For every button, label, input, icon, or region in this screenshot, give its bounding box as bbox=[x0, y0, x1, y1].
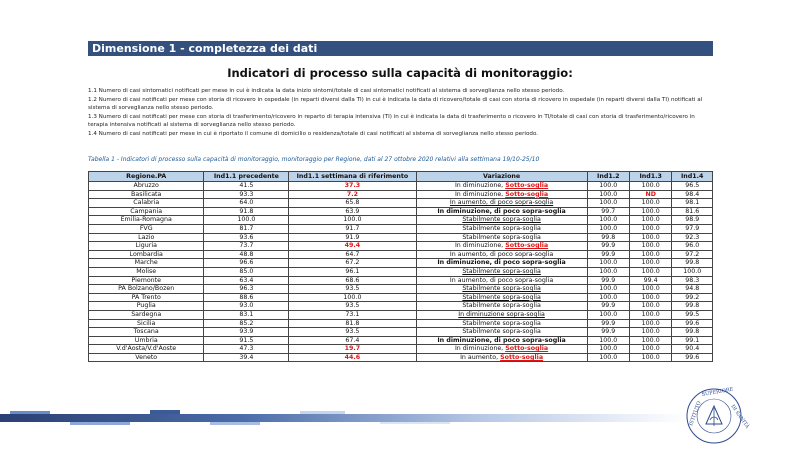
table-row bbox=[89, 190, 713, 199]
cell-ind11-curr: 37.3 bbox=[289, 182, 416, 191]
cell-ind14: 99.5 bbox=[672, 310, 713, 319]
cell-ind11-prev: 91.8 bbox=[204, 207, 289, 216]
cell-region: Piemonte bbox=[89, 276, 204, 285]
table-row bbox=[89, 285, 713, 294]
section-title-bar bbox=[88, 41, 713, 56]
cell-ind14: 98.1 bbox=[672, 199, 713, 208]
cell-variation bbox=[416, 293, 587, 302]
cell-ind13: 100.0 bbox=[629, 353, 671, 362]
variation-text: In aumento, di poco sopra-soglia bbox=[449, 199, 554, 207]
col-header-ind11-curr: Ind1.1 settimana di riferimento bbox=[289, 172, 416, 182]
cell-ind13: 100.0 bbox=[629, 293, 671, 302]
cell-variation bbox=[416, 216, 587, 225]
cell-ind14: 98.3 bbox=[672, 276, 713, 285]
cell-ind13: 100.0 bbox=[629, 302, 671, 311]
cell-variation bbox=[416, 302, 587, 311]
cell-ind11-prev: 83.1 bbox=[204, 310, 289, 319]
cell-ind11-curr: 93.5 bbox=[289, 285, 416, 294]
cell-ind13: 100.0 bbox=[629, 199, 671, 208]
cell-ind11-prev: 91.5 bbox=[204, 336, 289, 345]
indicator-1-4: 1.4 Numero di casi notificati per mese in cui è riportato il comune di domicilio o residenza/totale di casi notificati al sistema di sorveglianza nello stesso periodo. bbox=[88, 130, 539, 137]
cell-ind12: 99.9 bbox=[587, 328, 629, 337]
variation-text: In diminuzione, di poco sopra-soglia bbox=[437, 336, 566, 344]
cell-ind13: 100.0 bbox=[629, 242, 671, 251]
cell-ind12: 100.0 bbox=[587, 345, 629, 354]
cell-ind12: 99.7 bbox=[587, 207, 629, 216]
cell-region: PA Trento bbox=[89, 293, 204, 302]
cell-ind13: 100.0 bbox=[629, 319, 671, 328]
table-body bbox=[89, 182, 713, 362]
cell-region: Sardegna bbox=[89, 310, 204, 319]
cell-ind11-curr: 49.4 bbox=[289, 242, 416, 251]
cell-variation bbox=[416, 345, 587, 354]
cell-ind11-prev: 47.3 bbox=[204, 345, 289, 354]
cell-variation bbox=[416, 353, 587, 362]
cell-ind14: 94.8 bbox=[672, 285, 713, 294]
variation-text: In diminuzione, di poco sopra-soglia bbox=[437, 259, 566, 267]
cell-ind11-curr: 65.8 bbox=[289, 199, 416, 208]
cell-ind11-curr: 100.0 bbox=[289, 293, 416, 302]
cell-ind14: 99.8 bbox=[672, 302, 713, 311]
cell-ind11-curr: 68.6 bbox=[289, 276, 416, 285]
cell-ind13: 100.0 bbox=[629, 233, 671, 242]
cell-ind12: 100.0 bbox=[587, 216, 629, 225]
cell-ind11-curr: 96.1 bbox=[289, 267, 416, 276]
variation-text: Stabilmente sopra-soglia bbox=[462, 233, 541, 241]
variation-text: In diminuzione, bbox=[454, 345, 506, 353]
cell-ind12: 99.9 bbox=[587, 250, 629, 259]
cell-variation bbox=[416, 336, 587, 345]
table-row bbox=[89, 233, 713, 242]
cell-ind11-prev: 48.8 bbox=[204, 250, 289, 259]
cell-ind12: 100.0 bbox=[587, 224, 629, 233]
cell-ind14: 96.0 bbox=[672, 242, 713, 251]
cell-ind11-curr: 73.1 bbox=[289, 310, 416, 319]
cell-ind13: 100.0 bbox=[629, 285, 671, 294]
table-row bbox=[89, 267, 713, 276]
cell-ind13: 100.0 bbox=[629, 207, 671, 216]
table-row bbox=[89, 224, 713, 233]
cell-region: Liguria bbox=[89, 242, 204, 251]
cell-ind14: 99.8 bbox=[672, 328, 713, 337]
cell-ind11-curr: 91.7 bbox=[289, 224, 416, 233]
cell-ind14: 98.9 bbox=[672, 216, 713, 225]
cell-ind11-prev: 85.0 bbox=[204, 267, 289, 276]
cell-variation bbox=[416, 259, 587, 268]
cell-variation bbox=[416, 285, 587, 294]
cell-region: Abruzzo bbox=[89, 182, 204, 191]
cell-ind11-prev: 100.0 bbox=[204, 216, 289, 225]
variation-text: In diminuzione, bbox=[454, 242, 506, 250]
cell-region: V.d'Aosta/V.d'Aoste bbox=[89, 345, 204, 354]
table-row bbox=[89, 293, 713, 302]
cell-variation bbox=[416, 310, 587, 319]
section-title: Dimensione 1 - completezza dei dati bbox=[92, 42, 318, 55]
cell-ind13: 100.0 bbox=[629, 250, 671, 259]
cell-region: Umbria bbox=[89, 336, 204, 345]
table-row bbox=[89, 182, 713, 191]
cell-ind11-curr: 93.5 bbox=[289, 328, 416, 337]
cell-region: Emilia-Romagna bbox=[89, 216, 204, 225]
cell-region: Calabria bbox=[89, 199, 204, 208]
cell-ind11-prev: 93.3 bbox=[204, 190, 289, 199]
cell-ind12: 99.9 bbox=[587, 276, 629, 285]
variation-text: Stabilmente sopra-soglia bbox=[462, 319, 541, 327]
cell-ind11-curr: 63.9 bbox=[289, 207, 416, 216]
svg-text:DI SANITÀ: DI SANITÀ bbox=[729, 403, 751, 430]
cell-region: Toscana bbox=[89, 328, 204, 337]
table-row bbox=[89, 216, 713, 225]
cell-ind13: 100.0 bbox=[629, 267, 671, 276]
cell-ind14: 98.4 bbox=[672, 190, 713, 199]
cell-region: Lazio bbox=[89, 233, 204, 242]
variation-text: Stabilmente sopra-soglia bbox=[462, 302, 541, 310]
cell-ind13: 100.0 bbox=[629, 259, 671, 268]
indicator-descriptions bbox=[88, 87, 708, 139]
cell-ind11-curr: 19.7 bbox=[289, 345, 416, 354]
cell-ind14: 81.6 bbox=[672, 207, 713, 216]
variation-text: In aumento, bbox=[460, 353, 501, 361]
cell-ind13: ND bbox=[629, 190, 671, 199]
cell-ind11-curr: 67.2 bbox=[289, 259, 416, 268]
indicator-1-2: 1.2 Numero di casi notificati per mese con storia di ricovero in ospedale (in reparti diversi dalla TI) in cui è indicata la data di ricovero/totale di casi con storia di ricovero in ospedale (in reparti diversi dalla TI) notificati al sistema di sorveglianza nello stesso periodo. bbox=[88, 96, 703, 112]
cell-ind13: 100.0 bbox=[629, 328, 671, 337]
cell-ind12: 100.0 bbox=[587, 353, 629, 362]
cell-variation bbox=[416, 250, 587, 259]
indicator-1-3: 1.3 Numero di casi notificati per mese con storia di trasferimento/ricovero in reparto di terapia intensiva (TI) in cui è indicata la data di trasferimento o ricovero in TI/totale di casi con storia di trasferimento/ricovero in terapia intensiva notificati al sistema di sorveglianza nello stesso periodo. bbox=[88, 113, 695, 129]
variation-text: Stabilmente sopra-soglia bbox=[462, 293, 541, 301]
threshold-flag: Sotto-soglia bbox=[505, 190, 549, 198]
cell-variation bbox=[416, 224, 587, 233]
threshold-flag: Sotto-soglia bbox=[505, 182, 549, 190]
cell-ind11-prev: 93.6 bbox=[204, 233, 289, 242]
cell-ind14: 96.5 bbox=[672, 182, 713, 191]
cell-ind11-prev: 64.0 bbox=[204, 199, 289, 208]
main-title: Indicatori di processo sulla capacità di monitoraggio: bbox=[227, 66, 573, 80]
table-row bbox=[89, 310, 713, 319]
table-row bbox=[89, 199, 713, 208]
cell-ind12: 100.0 bbox=[587, 293, 629, 302]
cell-ind11-curr: 93.5 bbox=[289, 302, 416, 311]
cell-ind14: 99.8 bbox=[672, 259, 713, 268]
cell-variation bbox=[416, 190, 587, 199]
cell-ind12: 99.9 bbox=[587, 242, 629, 251]
variation-text: In aumento, di poco sopra-soglia bbox=[449, 250, 554, 258]
col-header-variation: Variazione bbox=[416, 172, 587, 182]
cell-ind11-prev: 93.0 bbox=[204, 302, 289, 311]
cell-ind11-prev: 88.6 bbox=[204, 293, 289, 302]
cell-variation bbox=[416, 276, 587, 285]
cell-ind14: 92.3 bbox=[672, 233, 713, 242]
variation-text: Stabilmente sopra-soglia bbox=[462, 216, 541, 224]
table-row bbox=[89, 207, 713, 216]
cell-ind12: 100.0 bbox=[587, 285, 629, 294]
indicator-1-1: 1.1 Numero di casi sintomatici notificati per mese in cui è indicata la data inizio sintomi/totale di casi sintomatici notificati al sistema di sorveglianza nello stesso periodo. bbox=[88, 88, 565, 94]
col-header-ind14: Ind1.4 bbox=[672, 172, 713, 182]
table-row bbox=[89, 336, 713, 345]
cell-ind11-prev: 63.4 bbox=[204, 276, 289, 285]
col-header-ind13: Ind1.3 bbox=[629, 172, 671, 182]
cell-region: Puglia bbox=[89, 302, 204, 311]
variation-text: In diminuzione sopra-soglia bbox=[458, 310, 545, 318]
cell-ind12: 100.0 bbox=[587, 182, 629, 191]
variation-text: In aumento, di poco sopra-soglia bbox=[449, 276, 554, 284]
cell-ind12: 100.0 bbox=[587, 259, 629, 268]
cell-ind11-prev: 73.7 bbox=[204, 242, 289, 251]
table-caption: Tabella 1 - Indicatori di processo sulla capacità di monitoraggio, monitoraggio per Regione, dati al 27 ottobre 2020 relativi alla settimana 19/10-25/10 bbox=[88, 156, 540, 163]
table-row bbox=[89, 345, 713, 354]
cell-ind14: 97.2 bbox=[672, 250, 713, 259]
cell-ind11-curr: 91.9 bbox=[289, 233, 416, 242]
cell-ind11-prev: 41.5 bbox=[204, 182, 289, 191]
cell-region: Veneto bbox=[89, 353, 204, 362]
cell-ind14: 99.6 bbox=[672, 353, 713, 362]
table-row bbox=[89, 242, 713, 251]
cell-ind11-prev: 85.2 bbox=[204, 319, 289, 328]
cell-ind11-prev: 39.4 bbox=[204, 353, 289, 362]
cell-region: Marche bbox=[89, 259, 204, 268]
cell-region: Sicilia bbox=[89, 319, 204, 328]
col-header-ind11-prev: Ind1.1 precedente bbox=[204, 172, 289, 182]
variation-text: Stabilmente sopra-soglia bbox=[462, 225, 541, 233]
threshold-flag: Sotto-soglia bbox=[500, 353, 544, 361]
variation-text: Stabilmente sopra-soglia bbox=[462, 328, 541, 336]
cell-variation bbox=[416, 207, 587, 216]
cell-ind13: 100.0 bbox=[629, 310, 671, 319]
cell-ind12: 100.0 bbox=[587, 310, 629, 319]
cell-ind13: 100.0 bbox=[629, 224, 671, 233]
cell-ind12: 100.0 bbox=[587, 336, 629, 345]
cell-variation bbox=[416, 267, 587, 276]
cell-ind11-curr: 7.2 bbox=[289, 190, 416, 199]
threshold-flag: Sotto-soglia bbox=[505, 345, 549, 353]
iss-seal-logo bbox=[684, 386, 751, 446]
table-row bbox=[89, 353, 713, 362]
svg-text:ISTITUTO: ISTITUTO bbox=[688, 400, 703, 427]
cell-variation bbox=[416, 319, 587, 328]
table-row bbox=[89, 302, 713, 311]
cell-ind12: 100.0 bbox=[587, 267, 629, 276]
variation-text: Stabilmente sopra-soglia bbox=[462, 267, 541, 275]
col-header-ind12: Ind1.2 bbox=[587, 172, 629, 182]
indicators-table bbox=[88, 171, 713, 362]
cell-ind12: 100.0 bbox=[587, 199, 629, 208]
cell-variation bbox=[416, 199, 587, 208]
col-header-region: Regione.PA bbox=[89, 172, 204, 182]
cell-variation bbox=[416, 233, 587, 242]
cell-variation bbox=[416, 328, 587, 337]
cell-ind14: 99.6 bbox=[672, 319, 713, 328]
table-row bbox=[89, 259, 713, 268]
cell-ind11-prev: 93.9 bbox=[204, 328, 289, 337]
cell-region: Lombardia bbox=[89, 250, 204, 259]
cell-ind14: 100.0 bbox=[672, 267, 713, 276]
cell-ind11-curr: 67.4 bbox=[289, 336, 416, 345]
cell-ind12: 99.9 bbox=[587, 319, 629, 328]
svg-text:SUPERIORE: SUPERIORE bbox=[701, 386, 734, 398]
cell-ind13: 100.0 bbox=[629, 336, 671, 345]
footer-decoration bbox=[0, 408, 688, 428]
cell-ind14: 97.9 bbox=[672, 224, 713, 233]
table-row bbox=[89, 328, 713, 337]
variation-text: In diminuzione, bbox=[454, 190, 506, 198]
cell-ind11-prev: 96.3 bbox=[204, 285, 289, 294]
cell-ind12: 99.9 bbox=[587, 302, 629, 311]
cell-ind13: 100.0 bbox=[629, 216, 671, 225]
cell-region: Basilicata bbox=[89, 190, 204, 199]
cell-ind11-prev: 96.6 bbox=[204, 259, 289, 268]
variation-text: Stabilmente sopra-soglia bbox=[462, 285, 541, 293]
threshold-flag: Sotto-soglia bbox=[505, 242, 549, 250]
cell-region: Molise bbox=[89, 267, 204, 276]
cell-region: PA Bolzano/Bozen bbox=[89, 285, 204, 294]
cell-ind14: 99.1 bbox=[672, 336, 713, 345]
cell-ind11-prev: 81.7 bbox=[204, 224, 289, 233]
table-header-row bbox=[89, 172, 713, 182]
cell-ind11-curr: 100.0 bbox=[289, 216, 416, 225]
cell-region: Campania bbox=[89, 207, 204, 216]
cell-variation bbox=[416, 242, 587, 251]
cell-ind12: 99.8 bbox=[587, 233, 629, 242]
cell-region: FVG bbox=[89, 224, 204, 233]
variation-text: In diminuzione, bbox=[454, 182, 506, 190]
cell-ind11-curr: 64.7 bbox=[289, 250, 416, 259]
cell-ind11-curr: 81.8 bbox=[289, 319, 416, 328]
table-row bbox=[89, 276, 713, 285]
cell-ind13: 100.0 bbox=[629, 345, 671, 354]
cell-ind14: 99.2 bbox=[672, 293, 713, 302]
table-row bbox=[89, 250, 713, 259]
cell-ind13: 100.0 bbox=[629, 182, 671, 191]
cell-ind14: 90.4 bbox=[672, 345, 713, 354]
table-row bbox=[89, 319, 713, 328]
variation-text: In diminuzione, di poco sopra-soglia bbox=[437, 207, 566, 215]
cell-ind11-curr: 44.6 bbox=[289, 353, 416, 362]
cell-ind13: 99.4 bbox=[629, 276, 671, 285]
cell-ind12: 100.0 bbox=[587, 190, 629, 199]
cell-variation bbox=[416, 182, 587, 191]
